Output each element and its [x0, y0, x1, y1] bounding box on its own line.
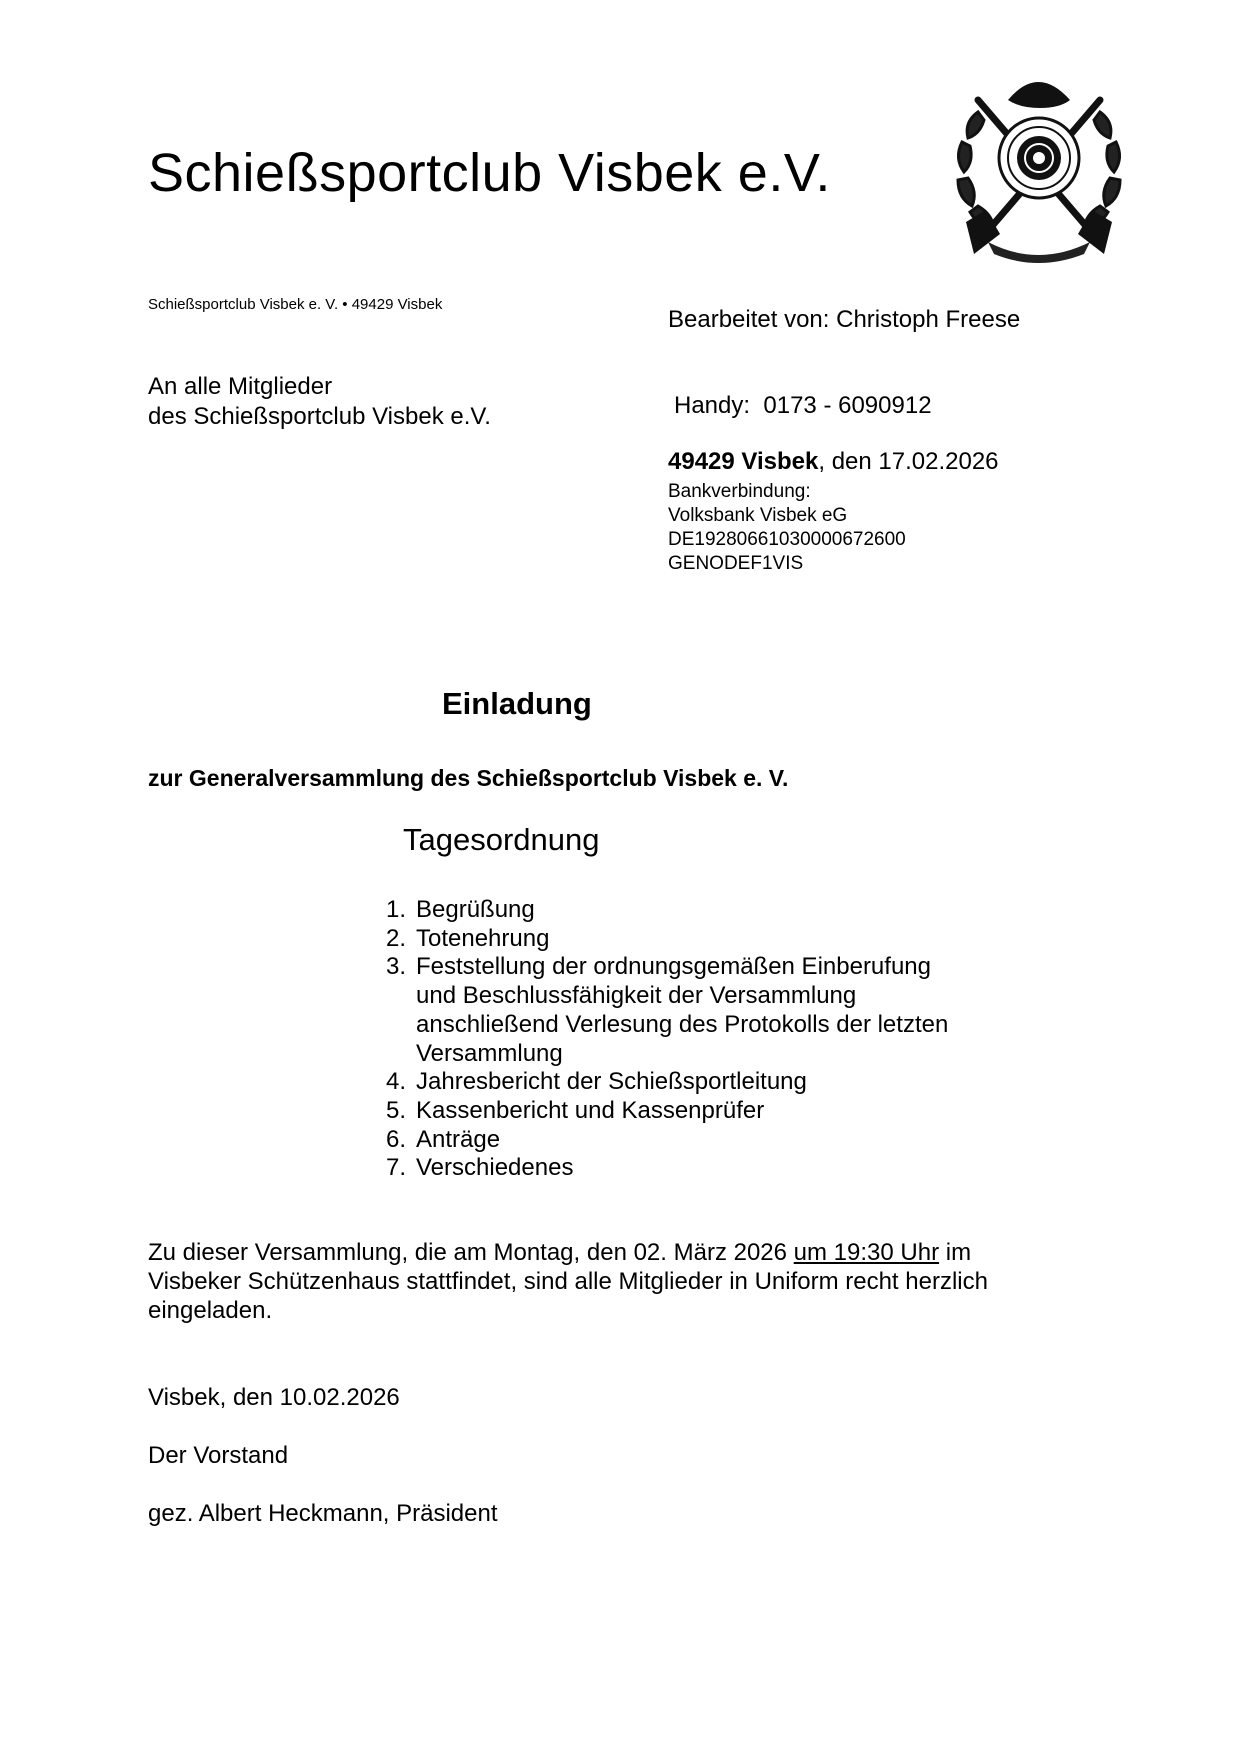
letter-subheading: zur Generalversammlung des Schießsportclub Visbek e. V. — [148, 765, 789, 791]
agenda-item-text — [406, 953, 1002, 1068]
agenda-list — [362, 896, 1002, 1183]
club-emblem-icon — [948, 72, 1130, 268]
agenda-item-line: Kassenbericht und Kassenprüfer — [416, 1096, 765, 1124]
editor-name: Christoph Freese — [836, 306, 1021, 333]
agenda-item-text — [406, 1068, 1002, 1097]
agenda-item-line: Totenehrung — [416, 924, 550, 952]
place: 49429 Visbek — [668, 448, 819, 475]
signing-date: Visbek, den 10.02.2026 — [148, 1384, 400, 1411]
agenda-item-text — [406, 1097, 1002, 1126]
agenda-item-number: 4. — [385, 1068, 406, 1096]
phone-number: 0173 - 6090912 — [763, 392, 932, 419]
bank-bic: GENODEF1VIS — [668, 553, 804, 574]
board-line: Der Vorstand — [148, 1442, 289, 1469]
agenda-item — [362, 925, 1002, 954]
agenda-item — [362, 1126, 1002, 1155]
editor-line — [668, 306, 1020, 334]
agenda-item — [362, 953, 1002, 1068]
agenda-item-line: Verschiedenes — [416, 1154, 574, 1182]
agenda-item-line: Feststellung der ordnungsgemäßen Einberufung — [416, 953, 931, 981]
agenda-item — [362, 896, 1002, 925]
recipient-line: An alle Mitglieder — [148, 373, 333, 400]
agenda-item-number: 7. — [385, 1154, 406, 1182]
invitation-paragraph — [148, 1238, 1048, 1325]
letter-heading: Einladung — [442, 686, 592, 721]
agenda-item-line: Begrüßung — [416, 896, 535, 923]
bank-label: Bankverbindung: — [668, 481, 811, 502]
agenda-item-line: Anträge — [416, 1125, 501, 1153]
agenda-item-number: 6. — [385, 1125, 406, 1153]
signature-line: gez. Albert Heckmann, Präsident — [148, 1500, 498, 1527]
agenda-item-text — [406, 1126, 1002, 1155]
agenda-item-text — [406, 1154, 1002, 1183]
agenda-item-number: 2. — [385, 924, 406, 952]
agenda-title: Tagesordnung — [403, 822, 600, 857]
agenda-item-line: Jahresbericht der Schießsportleitung — [416, 1068, 807, 1096]
letter-date: , den 17.02.2026 — [818, 448, 999, 475]
editor-label: Bearbeitet von: — [668, 306, 830, 333]
bank-details — [668, 480, 906, 576]
agenda-item-text — [406, 925, 1002, 954]
agenda-item-number: 1. — [385, 896, 406, 923]
sender-address-line: Schießsportclub Visbek e. V. • 49429 Visbek — [148, 296, 443, 313]
agenda-item-line: anschließend Verlesung des Protokolls der letzten — [416, 1010, 949, 1038]
invitation-text: im Visbeker Schützenhaus stattfindet, sind alle Mitglieder in Uniform recht herzlich eingeladen. — [148, 1239, 988, 1324]
bank-iban: DE19280661030000672600 — [668, 529, 906, 550]
agenda-item-number: 3. — [385, 953, 406, 981]
place-date-line — [668, 448, 999, 476]
agenda-item-line: Versammlung — [416, 1039, 563, 1067]
agenda-item-line: und Beschlussfähigkeit der Versammlung — [416, 982, 857, 1010]
recipient-line: des Schießsportclub Visbek e.V. — [148, 403, 491, 430]
agenda-item-text — [406, 896, 1002, 925]
agenda-item — [362, 1154, 1002, 1183]
club-title: Schießsportclub Visbek e.V. — [148, 143, 831, 203]
phone-label: Handy: — [674, 392, 751, 419]
agenda-item-number: 5. — [385, 1096, 406, 1124]
agenda-item — [362, 1068, 1002, 1097]
agenda-item — [362, 1097, 1002, 1126]
recipient-address — [148, 372, 491, 432]
invitation-text: Zu dieser Versammlung, die am Montag, den 02. März 2026 — [148, 1239, 794, 1266]
invitation-time: um 19:30 Uhr — [793, 1239, 940, 1266]
bank-name: Volksbank Visbek eG — [668, 505, 848, 526]
phone-line — [674, 392, 932, 420]
